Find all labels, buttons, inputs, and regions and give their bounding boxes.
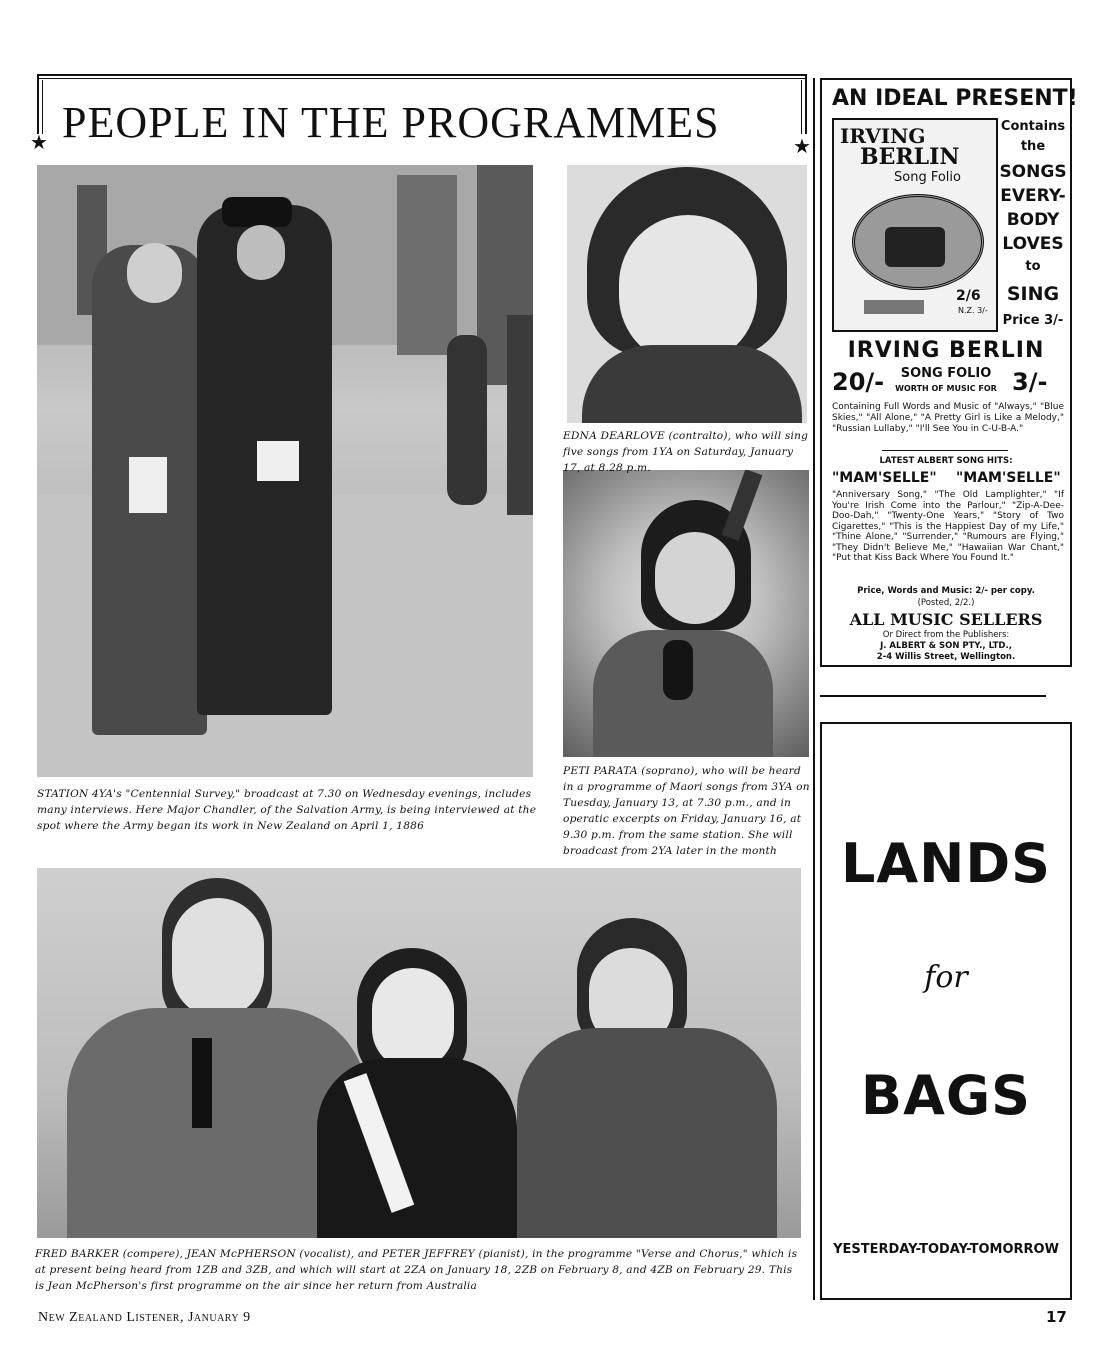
- ad-headline: AN IDEAL PRESENT!: [832, 86, 1078, 111]
- ad-tagline: YESTERDAY-TODAY-TOMORROW: [833, 1242, 1059, 1257]
- side-word-every: EVERY-: [1000, 186, 1066, 206]
- ad-contents: Containing Full Words and Music of "Always," "Blue Skies," "All Alone," "A Pretty Girl is Like a Melody," "Russian Lullaby," "I'll See You in C-U-B-A.": [832, 402, 1064, 434]
- price-line: Price, Words and Music: 2/- per copy.: [857, 586, 1035, 596]
- ad-bags-word: BAGS: [860, 1064, 1032, 1127]
- publisher-emblem-icon: [864, 300, 924, 314]
- ad-divider: [882, 450, 1008, 451]
- hits-heading: LATEST ALBERT SONG HITS:: [879, 456, 1013, 466]
- hits-list: "Anniversary Song," "The Old Lamplighter," "If You're Irish Come into the Parlour," "Zip-A-Dee-Doo-Dah," "Twenty-One Years," "Story of Two Cigarettes," "This is the Happiest Day of my Life," "Thine Alone," "Surrender," "Rumours are Flying," "They Didn't Believe Me," "Hawaiian War Chant," "Put that Kiss Back Where You Found It.": [832, 490, 1064, 563]
- caption-station-4ya: STATION 4YA's "Centennial Survey," broadcast at 7.30 on Wednesday evenings, includes many interviews. Here Major Chandler, of the Salvation Army, is being interviewed at the spot where the Army began its work in New Zealand on April 1, 1886: [37, 788, 537, 832]
- publication-footer: New Zealand Listener, January 9: [38, 1310, 251, 1325]
- book-illustration: [852, 194, 984, 290]
- offer-right: 3/-: [1012, 368, 1048, 396]
- side-word-to: to: [1025, 259, 1041, 274]
- edna-dearlove-photo: [567, 165, 807, 423]
- ad-artist-name: IRVING BERLIN: [847, 338, 1045, 363]
- song-folio-cover: [832, 118, 998, 332]
- ad-for-word: for: [924, 960, 968, 995]
- caption-edna-dearlove: EDNA DEARLOVE (contralto), who will sing five songs from 1YA on Saturday, January 17, at 8.28 p.m.: [563, 430, 809, 474]
- side-price: Price 3/-: [1002, 313, 1064, 328]
- star-right-icon: ★: [793, 134, 811, 158]
- page-number: 17: [1046, 1308, 1067, 1326]
- side-word-loves: LOVES: [1002, 234, 1064, 254]
- all-music-sellers: ALL MUSIC SELLERS: [849, 610, 1043, 629]
- caption-fred-barker: FRED BARKER (compere), JEAN McPHERSON (vocalist), and PETER JEFFREY (pianist), in the programme "Verse and Chorus," which is at present being heard from 1ZB and 3ZB, and which will start at 2ZA on January 18, 2ZB on February 8, and 4ZB on February 29. This is Jean McPherson's first programme on the air since her return from Australia: [35, 1248, 798, 1292]
- lands-for-bags-ad: [820, 722, 1072, 1300]
- offer-mid-bottom: WORTH OF MUSIC FOR: [895, 384, 997, 393]
- book-subtitle: Song Folio: [894, 170, 961, 185]
- side-word-the: the: [1020, 139, 1046, 154]
- column-rule: [813, 78, 815, 1300]
- direct-from: Or Direct from the Publishers:: [882, 630, 1010, 640]
- book-title-2: BERLIN: [860, 144, 960, 170]
- ad-separator: [820, 695, 1046, 697]
- side-word-sing: SING: [1006, 283, 1060, 305]
- ad-lands-word: LANDS: [840, 832, 1052, 895]
- page-title: PEOPLE IN THE PROGRAMMES: [62, 98, 720, 147]
- publisher-address: 2-4 Willis Street, Wellington.: [876, 652, 1016, 662]
- book-title-1: IRVING: [840, 124, 926, 148]
- book-price: 2/6: [956, 288, 981, 304]
- irving-berlin-ad: [820, 78, 1078, 667]
- caption-peti-parata: PETI PARATA (soprano), who will be heard in a programme of Maori songs from 3YA on Tuesday, January 13, at 7.30 p.m., and in operatic excerpts on Friday, January 16, at 9.30 p.m. from the same station. She will broadcast from 2YA later in the month: [563, 765, 810, 857]
- hit-mamselle-1: "MAM'SELLE": [832, 470, 937, 486]
- verse-and-chorus-group-photo: [37, 868, 801, 1238]
- offer-mid-top: SONG FOLIO: [900, 366, 992, 381]
- side-word-songs: SONGS: [999, 162, 1067, 182]
- peti-parata-photo: [563, 470, 809, 757]
- posted-price: (Posted, 2/2.): [917, 598, 975, 608]
- side-word-contains: Contains: [1000, 119, 1066, 134]
- book-price-nz: N.Z. 3/-: [958, 306, 988, 315]
- street-interview-photo: [37, 165, 533, 777]
- side-word-body: BODY: [1006, 210, 1060, 230]
- hit-mamselle-2: "MAM'SELLE": [956, 470, 1061, 486]
- offer-left: 20/-: [832, 368, 885, 396]
- star-left-icon: ★: [30, 130, 48, 154]
- publisher-name: J. ALBERT & SON PTY., LTD.,: [880, 641, 1012, 651]
